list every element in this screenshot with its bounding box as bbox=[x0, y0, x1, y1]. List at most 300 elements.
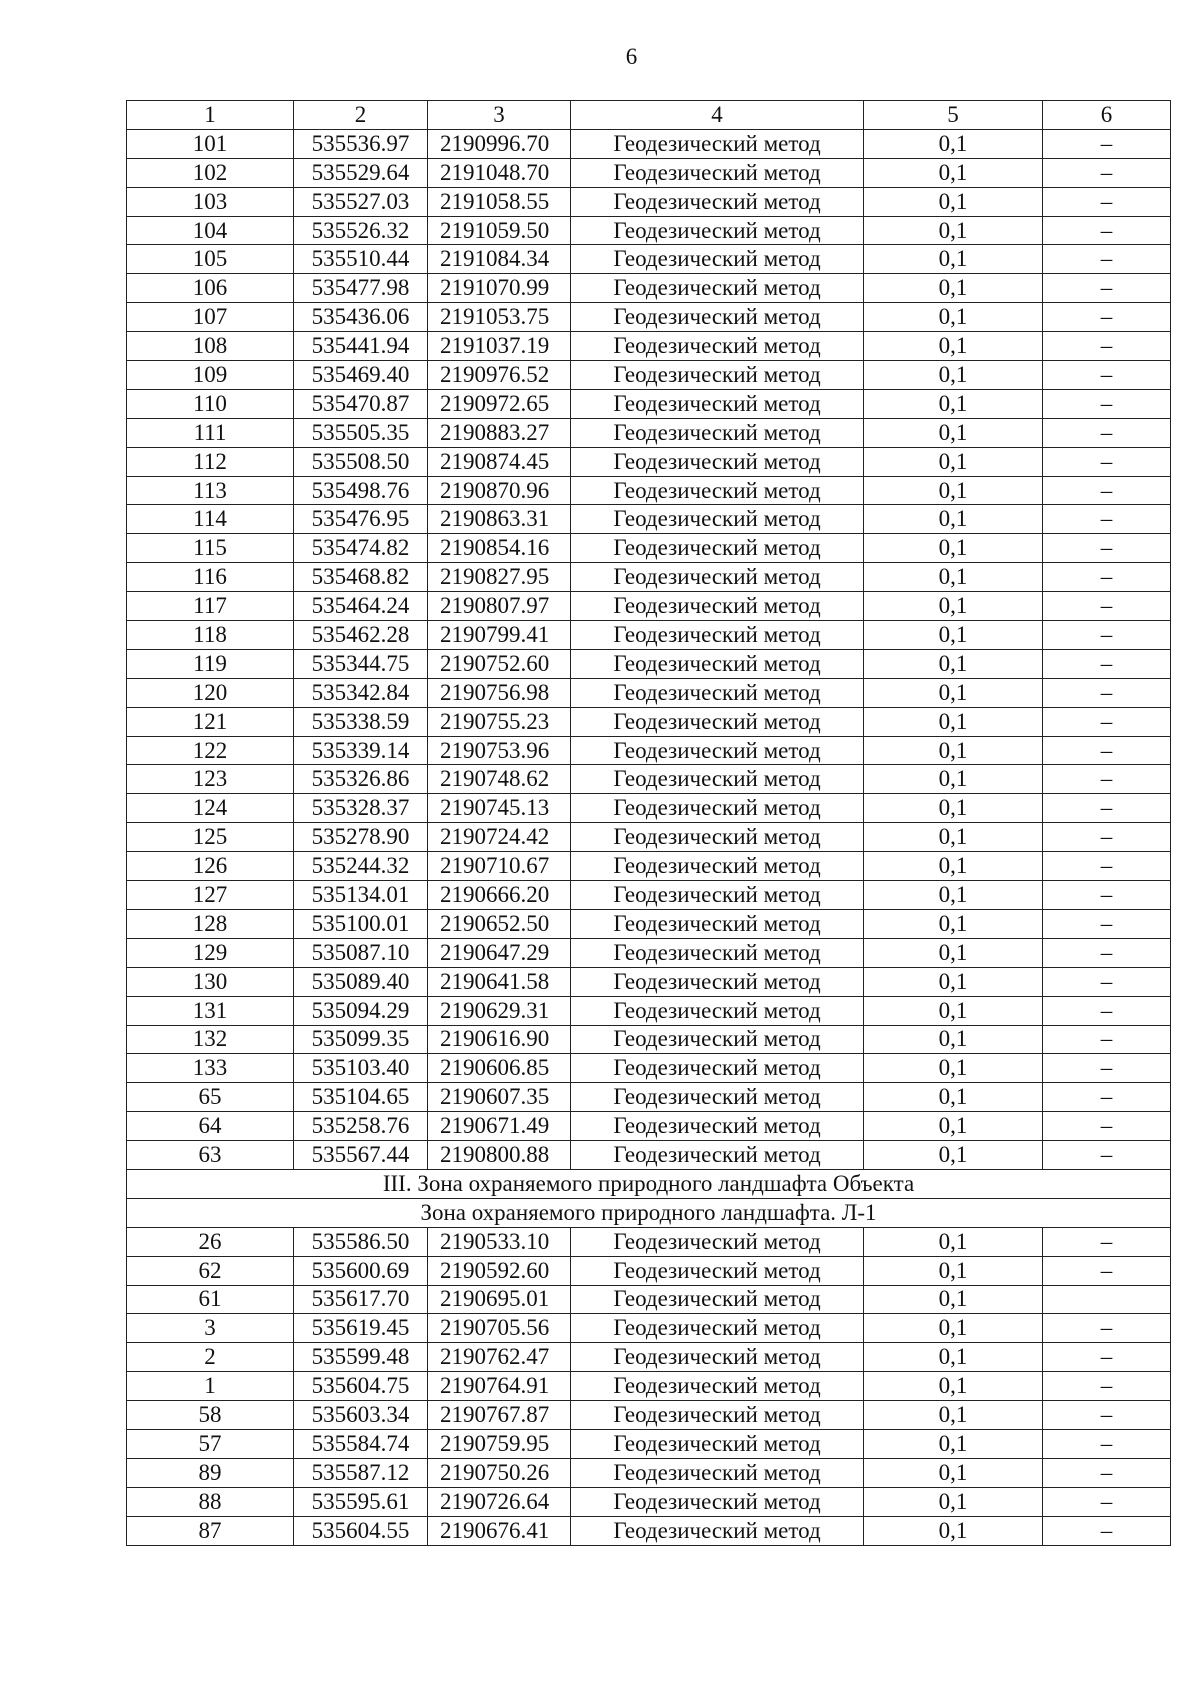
coordinate-x-cell: 535441.94 bbox=[294, 332, 428, 361]
point-number-cell: 65 bbox=[127, 1083, 294, 1112]
coordinate-x-cell: 535094.29 bbox=[294, 996, 428, 1025]
table-row bbox=[127, 447, 1171, 476]
accuracy-cell: 0,1 bbox=[864, 332, 1043, 361]
point-number-cell: 3 bbox=[127, 1314, 294, 1343]
accuracy-cell: 0,1 bbox=[864, 765, 1043, 794]
coordinate-y-cell: 2190756.98 bbox=[428, 678, 571, 707]
method-cell: Геодезический метод bbox=[571, 736, 864, 765]
point-number-cell: 116 bbox=[127, 563, 294, 592]
accuracy-cell: 0,1 bbox=[864, 129, 1043, 158]
coordinate-y-cell: 2191084.34 bbox=[428, 245, 571, 274]
point-number-cell: 111 bbox=[127, 418, 294, 447]
point-number-cell: 61 bbox=[127, 1285, 294, 1314]
coordinate-y-cell: 2190748.62 bbox=[428, 765, 571, 794]
table-row bbox=[127, 1083, 1171, 1112]
accuracy-cell: 0,1 bbox=[864, 361, 1043, 390]
coordinate-x-cell: 535099.35 bbox=[294, 1025, 428, 1054]
point-number-cell: 105 bbox=[127, 245, 294, 274]
accuracy-cell: 0,1 bbox=[864, 1429, 1043, 1458]
accuracy-cell: 0,1 bbox=[864, 534, 1043, 563]
point-number-cell: 126 bbox=[127, 852, 294, 881]
coordinate-y-cell: 2190753.96 bbox=[428, 736, 571, 765]
note-cell: – bbox=[1043, 1372, 1171, 1401]
method-cell: Геодезический метод bbox=[571, 389, 864, 418]
method-cell: Геодезический метод bbox=[571, 1227, 864, 1256]
note-cell: – bbox=[1043, 1343, 1171, 1372]
method-cell: Геодезический метод bbox=[571, 938, 864, 967]
table-body-block-1 bbox=[127, 129, 1171, 1169]
note-cell: – bbox=[1043, 1227, 1171, 1256]
coordinate-x-cell: 535595.61 bbox=[294, 1487, 428, 1516]
method-cell: Геодезический метод bbox=[571, 794, 864, 823]
note-cell: – bbox=[1043, 621, 1171, 650]
accuracy-cell: 0,1 bbox=[864, 1458, 1043, 1487]
point-number-cell: 104 bbox=[127, 216, 294, 245]
table-row bbox=[127, 1227, 1171, 1256]
table-row bbox=[127, 158, 1171, 187]
section-title: III. Зона охраняемого природного ландшафта Объекта bbox=[127, 1169, 1171, 1198]
point-number-cell: 63 bbox=[127, 1141, 294, 1170]
coordinate-y-cell: 2191053.75 bbox=[428, 303, 571, 332]
column-header-2: 2 bbox=[294, 101, 428, 130]
point-number-cell: 125 bbox=[127, 823, 294, 852]
coordinate-x-cell: 535087.10 bbox=[294, 938, 428, 967]
method-cell: Геодезический метод bbox=[571, 1372, 864, 1401]
accuracy-cell: 0,1 bbox=[864, 1025, 1043, 1054]
table-row bbox=[127, 765, 1171, 794]
coordinate-x-cell: 535505.35 bbox=[294, 418, 428, 447]
note-cell: – bbox=[1043, 996, 1171, 1025]
method-cell: Геодезический метод bbox=[571, 996, 864, 1025]
coordinate-y-cell: 2190533.10 bbox=[428, 1227, 571, 1256]
table-row bbox=[127, 1256, 1171, 1285]
coordinate-x-cell: 535600.69 bbox=[294, 1256, 428, 1285]
coordinate-x-cell: 535527.03 bbox=[294, 187, 428, 216]
method-cell: Геодезический метод bbox=[571, 1083, 864, 1112]
note-cell: – bbox=[1043, 476, 1171, 505]
table-header-row bbox=[127, 101, 1171, 130]
accuracy-cell: 0,1 bbox=[864, 389, 1043, 418]
accuracy-cell: 0,1 bbox=[864, 1516, 1043, 1545]
column-header-1: 1 bbox=[127, 101, 294, 130]
note-cell: – bbox=[1043, 129, 1171, 158]
table-row bbox=[127, 1372, 1171, 1401]
point-number-cell: 1 bbox=[127, 1372, 294, 1401]
method-cell: Геодезический метод bbox=[571, 1054, 864, 1083]
point-number-cell: 131 bbox=[127, 996, 294, 1025]
accuracy-cell: 0,1 bbox=[864, 1141, 1043, 1170]
coordinate-y-cell: 2190807.97 bbox=[428, 592, 571, 621]
note-cell: – bbox=[1043, 1141, 1171, 1170]
accuracy-cell: 0,1 bbox=[864, 967, 1043, 996]
accuracy-cell: 0,1 bbox=[864, 418, 1043, 447]
method-cell: Геодезический метод bbox=[571, 1429, 864, 1458]
coordinate-y-cell: 2190705.56 bbox=[428, 1314, 571, 1343]
note-cell: – bbox=[1043, 1516, 1171, 1545]
table-row bbox=[127, 1429, 1171, 1458]
coordinate-y-cell: 2190752.60 bbox=[428, 649, 571, 678]
note-cell: – bbox=[1043, 852, 1171, 881]
method-cell: Геодезический метод bbox=[571, 823, 864, 852]
accuracy-cell: 0,1 bbox=[864, 1285, 1043, 1314]
method-cell: Геодезический метод bbox=[571, 1256, 864, 1285]
coordinate-x-cell: 535498.76 bbox=[294, 476, 428, 505]
coordinate-x-cell: 535604.55 bbox=[294, 1516, 428, 1545]
coordinate-y-cell: 2190671.49 bbox=[428, 1112, 571, 1141]
coordinate-x-cell: 535470.87 bbox=[294, 389, 428, 418]
note-cell bbox=[1043, 1285, 1171, 1314]
coordinate-y-cell: 2190827.95 bbox=[428, 563, 571, 592]
coordinate-y-cell: 2190762.47 bbox=[428, 1343, 571, 1372]
point-number-cell: 122 bbox=[127, 736, 294, 765]
accuracy-cell: 0,1 bbox=[864, 996, 1043, 1025]
coordinate-y-cell: 2190750.26 bbox=[428, 1458, 571, 1487]
point-number-cell: 101 bbox=[127, 129, 294, 158]
note-cell: – bbox=[1043, 447, 1171, 476]
accuracy-cell: 0,1 bbox=[864, 1401, 1043, 1430]
coordinate-x-cell: 535338.59 bbox=[294, 707, 428, 736]
coordinate-x-cell: 535619.45 bbox=[294, 1314, 428, 1343]
method-cell: Геодезический метод bbox=[571, 129, 864, 158]
table-row bbox=[127, 736, 1171, 765]
table-row bbox=[127, 621, 1171, 650]
coordinate-x-cell: 535103.40 bbox=[294, 1054, 428, 1083]
coordinate-y-cell: 2191070.99 bbox=[428, 274, 571, 303]
table-row bbox=[127, 852, 1171, 881]
accuracy-cell: 0,1 bbox=[864, 938, 1043, 967]
accuracy-cell: 0,1 bbox=[864, 794, 1043, 823]
coordinate-x-cell: 535326.86 bbox=[294, 765, 428, 794]
point-number-cell: 102 bbox=[127, 158, 294, 187]
accuracy-cell: 0,1 bbox=[864, 187, 1043, 216]
coordinate-x-cell: 535603.34 bbox=[294, 1401, 428, 1430]
note-cell: – bbox=[1043, 1458, 1171, 1487]
table-row bbox=[127, 707, 1171, 736]
table-row bbox=[127, 389, 1171, 418]
note-cell: – bbox=[1043, 707, 1171, 736]
coordinate-x-cell: 535339.14 bbox=[294, 736, 428, 765]
point-number-cell: 109 bbox=[127, 361, 294, 390]
point-number-cell: 103 bbox=[127, 187, 294, 216]
table-row bbox=[127, 1343, 1171, 1372]
table-row bbox=[127, 1141, 1171, 1170]
point-number-cell: 129 bbox=[127, 938, 294, 967]
coordinate-x-cell: 535342.84 bbox=[294, 678, 428, 707]
method-cell: Геодезический метод bbox=[571, 592, 864, 621]
subsection-row bbox=[127, 1198, 1171, 1227]
coordinate-x-cell: 535244.32 bbox=[294, 852, 428, 881]
coordinate-x-cell: 535587.12 bbox=[294, 1458, 428, 1487]
accuracy-cell: 0,1 bbox=[864, 1314, 1043, 1343]
table-row bbox=[127, 563, 1171, 592]
method-cell: Геодезический метод bbox=[571, 303, 864, 332]
method-cell: Геодезический метод bbox=[571, 245, 864, 274]
coordinate-x-cell: 535526.32 bbox=[294, 216, 428, 245]
coordinate-x-cell: 535278.90 bbox=[294, 823, 428, 852]
coordinate-y-cell: 2191058.55 bbox=[428, 187, 571, 216]
table-row bbox=[127, 881, 1171, 910]
accuracy-cell: 0,1 bbox=[864, 678, 1043, 707]
method-cell: Геодезический метод bbox=[571, 1314, 864, 1343]
note-cell: – bbox=[1043, 418, 1171, 447]
coordinate-x-cell: 535510.44 bbox=[294, 245, 428, 274]
table-row bbox=[127, 361, 1171, 390]
accuracy-cell: 0,1 bbox=[864, 1372, 1043, 1401]
coordinate-y-cell: 2190799.41 bbox=[428, 621, 571, 650]
accuracy-cell: 0,1 bbox=[864, 274, 1043, 303]
coordinate-y-cell: 2190996.70 bbox=[428, 129, 571, 158]
table-row bbox=[127, 505, 1171, 534]
coordinate-y-cell: 2190695.01 bbox=[428, 1285, 571, 1314]
method-cell: Геодезический метод bbox=[571, 361, 864, 390]
point-number-cell: 112 bbox=[127, 447, 294, 476]
method-cell: Геодезический метод bbox=[571, 649, 864, 678]
coordinate-y-cell: 2191048.70 bbox=[428, 158, 571, 187]
accuracy-cell: 0,1 bbox=[864, 852, 1043, 881]
coordinate-y-cell: 2190854.16 bbox=[428, 534, 571, 563]
coordinate-y-cell: 2190710.67 bbox=[428, 852, 571, 881]
coordinate-x-cell: 535089.40 bbox=[294, 967, 428, 996]
coordinate-y-cell: 2190800.88 bbox=[428, 1141, 571, 1170]
coordinate-y-cell: 2190629.31 bbox=[428, 996, 571, 1025]
accuracy-cell: 0,1 bbox=[864, 245, 1043, 274]
coordinate-x-cell: 535462.28 bbox=[294, 621, 428, 650]
accuracy-cell: 0,1 bbox=[864, 621, 1043, 650]
column-header-6: 6 bbox=[1043, 101, 1171, 130]
point-number-cell: 57 bbox=[127, 1429, 294, 1458]
coordinate-y-cell: 2191059.50 bbox=[428, 216, 571, 245]
coordinate-y-cell: 2190676.41 bbox=[428, 1516, 571, 1545]
note-cell: – bbox=[1043, 1025, 1171, 1054]
note-cell: – bbox=[1043, 303, 1171, 332]
coordinate-x-cell: 535258.76 bbox=[294, 1112, 428, 1141]
note-cell: – bbox=[1043, 563, 1171, 592]
point-number-cell: 118 bbox=[127, 621, 294, 650]
method-cell: Геодезический метод bbox=[571, 1458, 864, 1487]
method-cell: Геодезический метод bbox=[571, 765, 864, 794]
point-number-cell: 113 bbox=[127, 476, 294, 505]
note-cell: – bbox=[1043, 1054, 1171, 1083]
method-cell: Геодезический метод bbox=[571, 158, 864, 187]
note-cell: – bbox=[1043, 1401, 1171, 1430]
coordinate-x-cell: 535586.50 bbox=[294, 1227, 428, 1256]
table-body-block-2 bbox=[127, 1227, 1171, 1545]
accuracy-cell: 0,1 bbox=[864, 909, 1043, 938]
table-row bbox=[127, 1401, 1171, 1430]
coordinate-x-cell: 535536.97 bbox=[294, 129, 428, 158]
accuracy-cell: 0,1 bbox=[864, 649, 1043, 678]
column-header-3: 3 bbox=[428, 101, 571, 130]
accuracy-cell: 0,1 bbox=[864, 1487, 1043, 1516]
accuracy-cell: 0,1 bbox=[864, 505, 1043, 534]
point-number-cell: 58 bbox=[127, 1401, 294, 1430]
note-cell: – bbox=[1043, 216, 1171, 245]
coordinate-y-cell: 2190870.96 bbox=[428, 476, 571, 505]
method-cell: Геодезический метод bbox=[571, 707, 864, 736]
coordinate-x-cell: 535476.95 bbox=[294, 505, 428, 534]
coordinate-y-cell: 2190666.20 bbox=[428, 881, 571, 910]
coordinate-x-cell: 535529.64 bbox=[294, 158, 428, 187]
table-row bbox=[127, 332, 1171, 361]
point-number-cell: 2 bbox=[127, 1343, 294, 1372]
note-cell: – bbox=[1043, 1112, 1171, 1141]
method-cell: Геодезический метод bbox=[571, 881, 864, 910]
note-cell: – bbox=[1043, 187, 1171, 216]
coordinates-table bbox=[126, 100, 1171, 1546]
table-row bbox=[127, 938, 1171, 967]
method-cell: Геодезический метод bbox=[571, 476, 864, 505]
point-number-cell: 128 bbox=[127, 909, 294, 938]
coordinate-x-cell: 535464.24 bbox=[294, 592, 428, 621]
coordinate-x-cell: 535599.48 bbox=[294, 1343, 428, 1372]
point-number-cell: 87 bbox=[127, 1516, 294, 1545]
coordinate-y-cell: 2190652.50 bbox=[428, 909, 571, 938]
note-cell: – bbox=[1043, 1429, 1171, 1458]
note-cell: – bbox=[1043, 881, 1171, 910]
method-cell: Геодезический метод bbox=[571, 678, 864, 707]
accuracy-cell: 0,1 bbox=[864, 303, 1043, 332]
coordinate-x-cell: 535104.65 bbox=[294, 1083, 428, 1112]
accuracy-cell: 0,1 bbox=[864, 1083, 1043, 1112]
method-cell: Геодезический метод bbox=[571, 1112, 864, 1141]
table-row bbox=[127, 1025, 1171, 1054]
method-cell: Геодезический метод bbox=[571, 909, 864, 938]
coordinate-y-cell: 2190606.85 bbox=[428, 1054, 571, 1083]
accuracy-cell: 0,1 bbox=[864, 1227, 1043, 1256]
page-number: 6 bbox=[625, 44, 638, 69]
coordinate-x-cell: 535584.74 bbox=[294, 1429, 428, 1458]
coordinate-x-cell: 535469.40 bbox=[294, 361, 428, 390]
section-row bbox=[127, 1169, 1171, 1198]
section-rows bbox=[127, 1169, 1171, 1227]
note-cell: – bbox=[1043, 332, 1171, 361]
table-row bbox=[127, 1112, 1171, 1141]
accuracy-cell: 0,1 bbox=[864, 1054, 1043, 1083]
coordinate-x-cell: 535134.01 bbox=[294, 881, 428, 910]
coordinate-y-cell: 2190976.52 bbox=[428, 361, 571, 390]
coordinate-x-cell: 535436.06 bbox=[294, 303, 428, 332]
point-number-cell: 26 bbox=[127, 1227, 294, 1256]
note-cell: – bbox=[1043, 274, 1171, 303]
coordinate-y-cell: 2190745.13 bbox=[428, 794, 571, 823]
coordinate-y-cell: 2190607.35 bbox=[428, 1083, 571, 1112]
method-cell: Геодезический метод bbox=[571, 274, 864, 303]
point-number-cell: 106 bbox=[127, 274, 294, 303]
point-number-cell: 119 bbox=[127, 649, 294, 678]
method-cell: Геодезический метод bbox=[571, 1401, 864, 1430]
method-cell: Геодезический метод bbox=[571, 1343, 864, 1372]
note-cell: – bbox=[1043, 909, 1171, 938]
note-cell: – bbox=[1043, 1314, 1171, 1343]
point-number-cell: 108 bbox=[127, 332, 294, 361]
coordinate-x-cell: 535508.50 bbox=[294, 447, 428, 476]
note-cell: – bbox=[1043, 245, 1171, 274]
method-cell: Геодезический метод bbox=[571, 1487, 864, 1516]
method-cell: Геодезический метод bbox=[571, 505, 864, 534]
accuracy-cell: 0,1 bbox=[864, 158, 1043, 187]
coordinate-x-cell: 535100.01 bbox=[294, 909, 428, 938]
note-cell: – bbox=[1043, 823, 1171, 852]
coordinate-y-cell: 2190616.90 bbox=[428, 1025, 571, 1054]
table-row bbox=[127, 823, 1171, 852]
note-cell: – bbox=[1043, 938, 1171, 967]
accuracy-cell: 0,1 bbox=[864, 592, 1043, 621]
coordinate-y-cell: 2190972.65 bbox=[428, 389, 571, 418]
table-row bbox=[127, 129, 1171, 158]
point-number-cell: 130 bbox=[127, 967, 294, 996]
point-number-cell: 117 bbox=[127, 592, 294, 621]
accuracy-cell: 0,1 bbox=[864, 881, 1043, 910]
table-row bbox=[127, 1285, 1171, 1314]
table-row bbox=[127, 534, 1171, 563]
table-row bbox=[127, 592, 1171, 621]
point-number-cell: 64 bbox=[127, 1112, 294, 1141]
accuracy-cell: 0,1 bbox=[864, 447, 1043, 476]
coordinate-y-cell: 2190641.58 bbox=[428, 967, 571, 996]
accuracy-cell: 0,1 bbox=[864, 476, 1043, 505]
coordinate-y-cell: 2191037.19 bbox=[428, 332, 571, 361]
table-row bbox=[127, 245, 1171, 274]
point-number-cell: 110 bbox=[127, 389, 294, 418]
accuracy-cell: 0,1 bbox=[864, 216, 1043, 245]
table-row bbox=[127, 1458, 1171, 1487]
coordinate-y-cell: 2190755.23 bbox=[428, 707, 571, 736]
coordinate-x-cell: 535567.44 bbox=[294, 1141, 428, 1170]
note-cell: – bbox=[1043, 1256, 1171, 1285]
table-row bbox=[127, 303, 1171, 332]
table-row bbox=[127, 1516, 1171, 1545]
coordinate-x-cell: 535617.70 bbox=[294, 1285, 428, 1314]
method-cell: Геодезический метод bbox=[571, 967, 864, 996]
note-cell: – bbox=[1043, 649, 1171, 678]
point-number-cell: 127 bbox=[127, 881, 294, 910]
coordinate-y-cell: 2190592.60 bbox=[428, 1256, 571, 1285]
accuracy-cell: 0,1 bbox=[864, 563, 1043, 592]
coordinate-y-cell: 2190883.27 bbox=[428, 418, 571, 447]
method-cell: Геодезический метод bbox=[571, 534, 864, 563]
coordinate-x-cell: 535328.37 bbox=[294, 794, 428, 823]
table-row bbox=[127, 996, 1171, 1025]
note-cell: – bbox=[1043, 361, 1171, 390]
point-number-cell: 124 bbox=[127, 794, 294, 823]
point-number-cell: 114 bbox=[127, 505, 294, 534]
point-number-cell: 115 bbox=[127, 534, 294, 563]
coordinate-y-cell: 2190767.87 bbox=[428, 1401, 571, 1430]
note-cell: – bbox=[1043, 389, 1171, 418]
table-row bbox=[127, 216, 1171, 245]
table-row bbox=[127, 967, 1171, 996]
coordinate-y-cell: 2190726.64 bbox=[428, 1487, 571, 1516]
coordinate-y-cell: 2190759.95 bbox=[428, 1429, 571, 1458]
column-header-4: 4 bbox=[571, 101, 864, 130]
accuracy-cell: 0,1 bbox=[864, 736, 1043, 765]
table-row bbox=[127, 678, 1171, 707]
note-cell: – bbox=[1043, 505, 1171, 534]
accuracy-cell: 0,1 bbox=[864, 1256, 1043, 1285]
method-cell: Геодезический метод bbox=[571, 563, 864, 592]
method-cell: Геодезический метод bbox=[571, 852, 864, 881]
coordinate-x-cell: 535474.82 bbox=[294, 534, 428, 563]
point-number-cell: 121 bbox=[127, 707, 294, 736]
method-cell: Геодезический метод bbox=[571, 418, 864, 447]
accuracy-cell: 0,1 bbox=[864, 823, 1043, 852]
note-cell: – bbox=[1043, 736, 1171, 765]
coordinate-x-cell: 535344.75 bbox=[294, 649, 428, 678]
note-cell: – bbox=[1043, 1487, 1171, 1516]
table-row bbox=[127, 1314, 1171, 1343]
accuracy-cell: 0,1 bbox=[864, 707, 1043, 736]
accuracy-cell: 0,1 bbox=[864, 1343, 1043, 1372]
